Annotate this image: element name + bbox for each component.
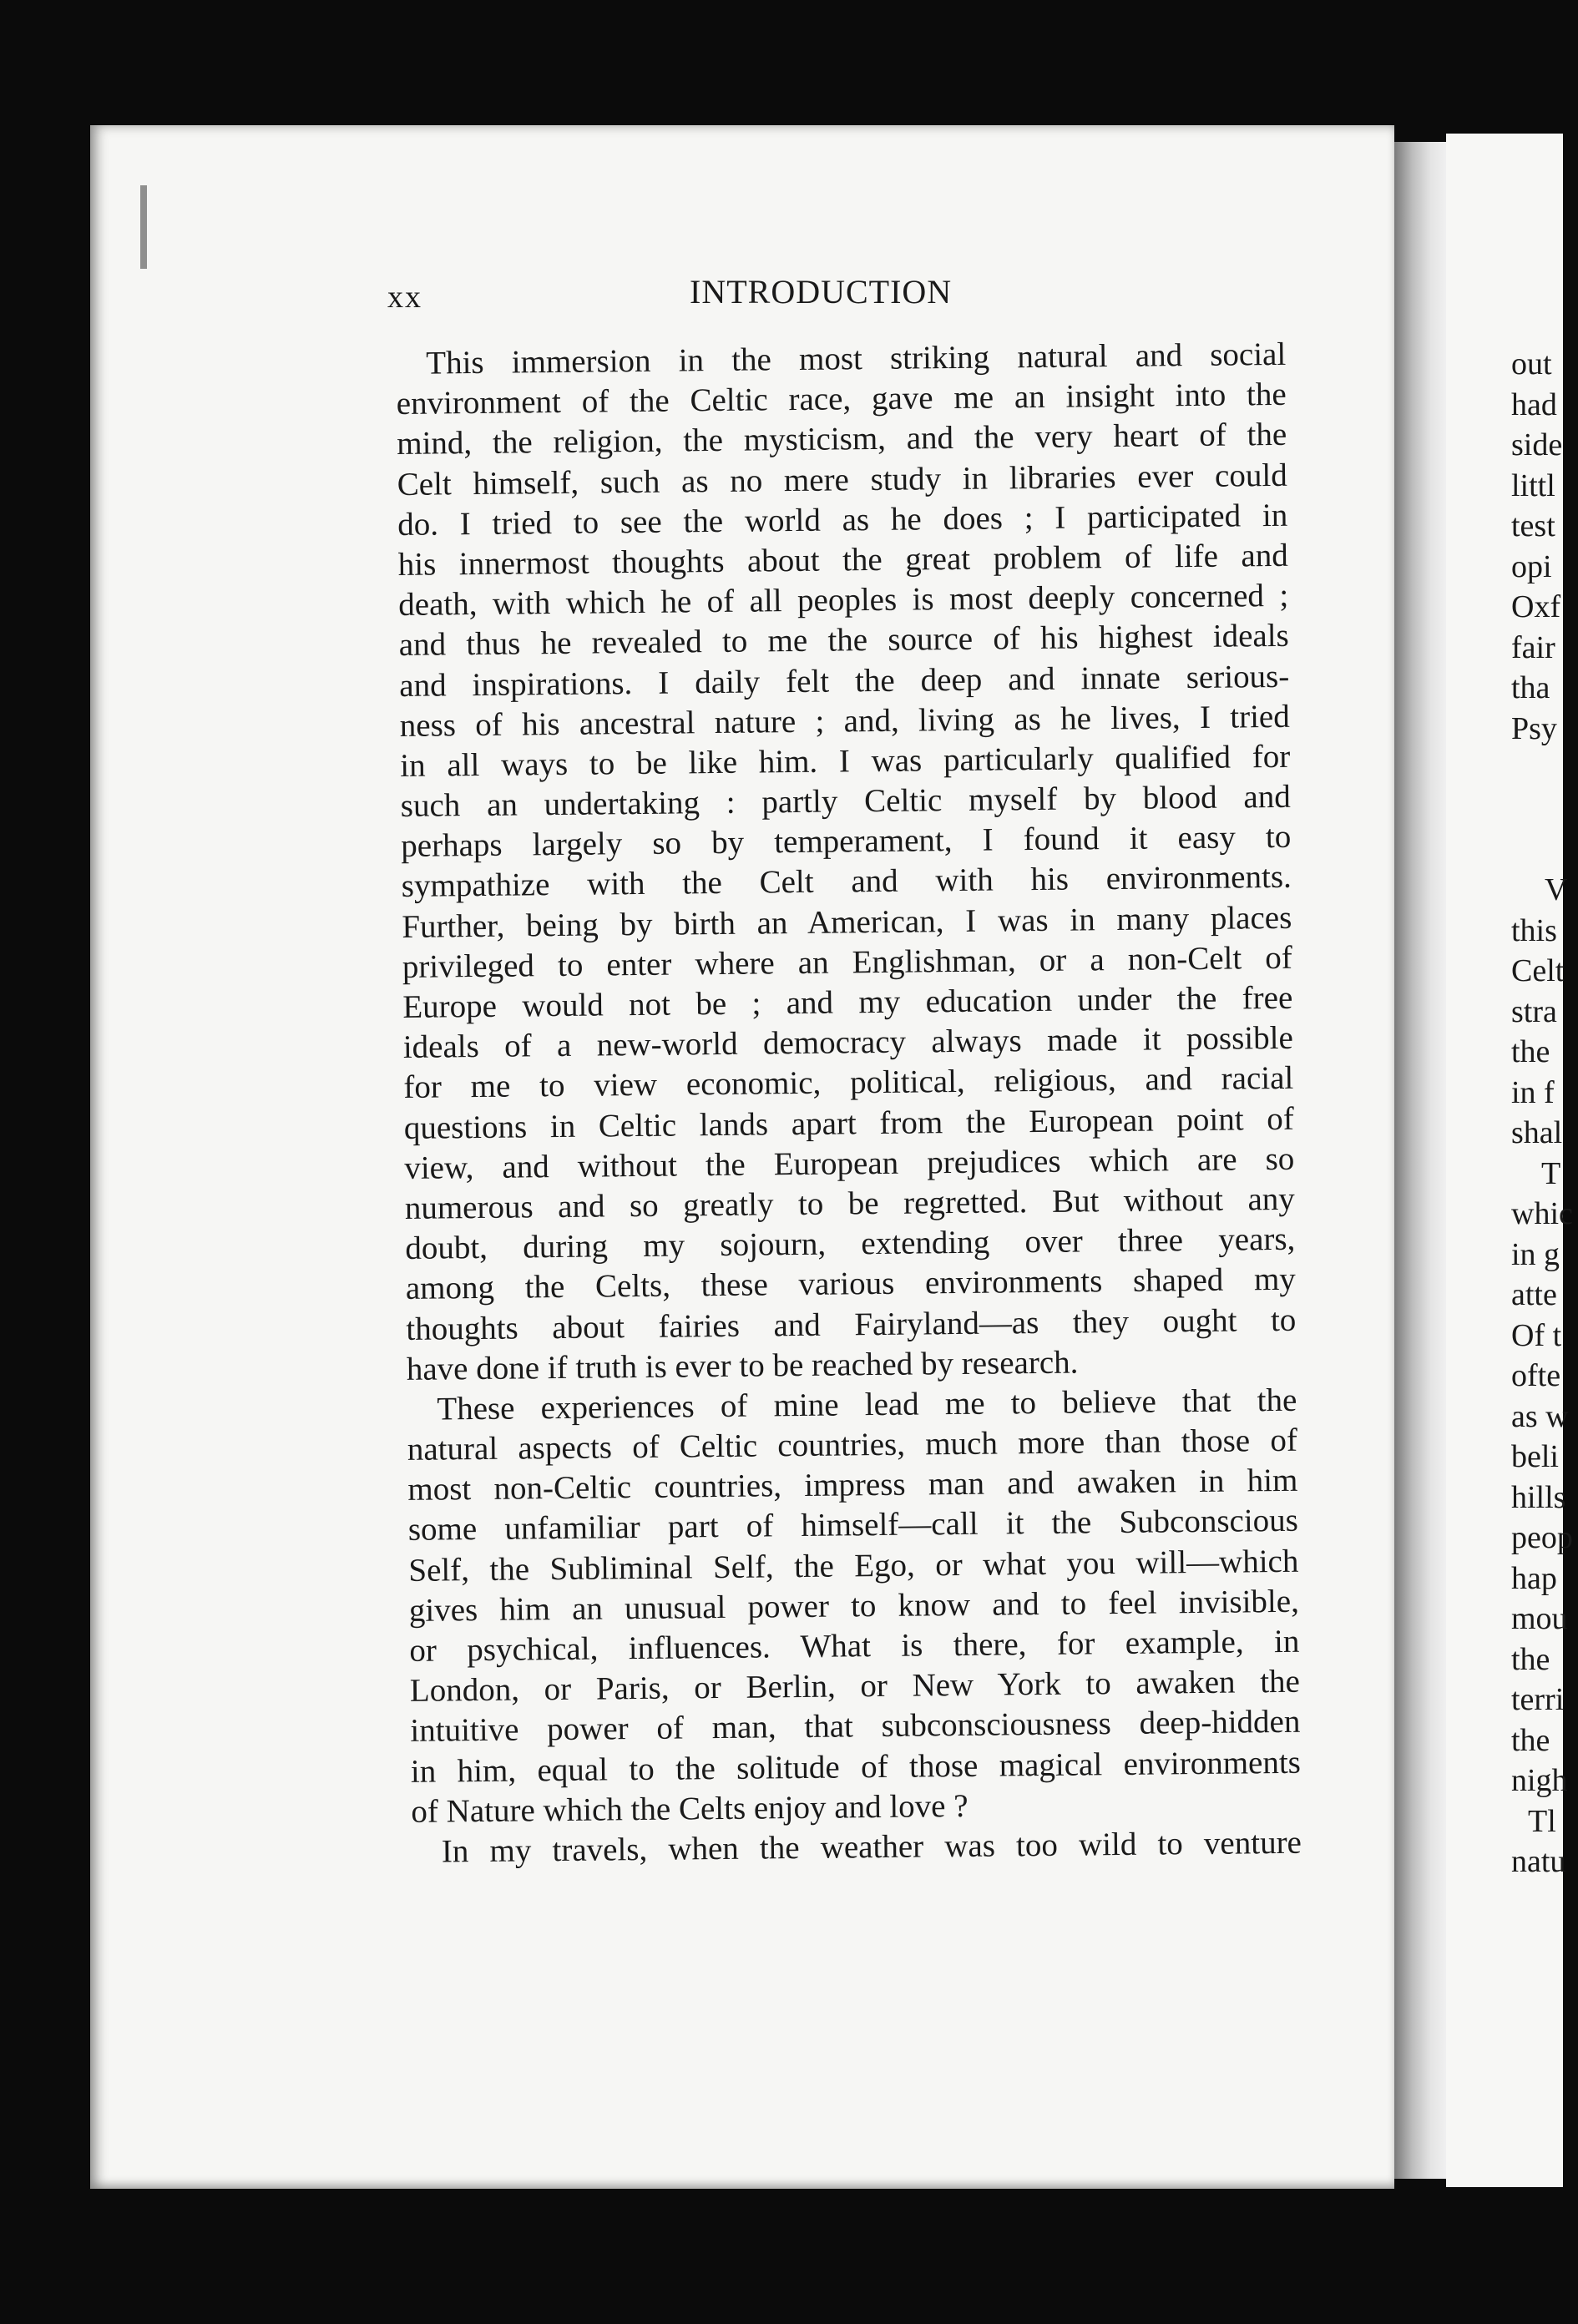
text-line: such an undertaking : partly Celtic myself by blood and (400, 778, 1291, 825)
right-line: the (1511, 1034, 1550, 1069)
right-line: terri (1511, 1682, 1565, 1717)
running-title: INTRODUCTION (690, 273, 953, 311)
text-line: and inspirations. I daily felt the deep and innate serious- (399, 658, 1290, 704)
text-line: or psychical, influences. What is there, for example, in (409, 1623, 1300, 1669)
right-line: hills (1511, 1479, 1566, 1515)
book-gutter (1394, 142, 1446, 2179)
right-line: tha (1511, 670, 1550, 705)
right-line: nigh (1511, 1763, 1568, 1798)
right-line: as w (1511, 1398, 1569, 1434)
text-line: for me to view economic, political, religious, and racial (403, 1060, 1294, 1106)
text-line: natural aspects of Celtic countries, much more than those of (407, 1422, 1298, 1468)
text-line: These experiences of mine lead me to believe that the (437, 1382, 1297, 1427)
right-line: natu (1511, 1844, 1566, 1879)
text-line: London, or Paris, or Berlin, or New York to awaken the (409, 1663, 1301, 1710)
text-line: gives him an unusual power to know and to feel invisible, (408, 1583, 1300, 1629)
right-line: shal (1511, 1115, 1563, 1150)
text-line: some unfamiliar part of himself—call it the Subconscious (407, 1503, 1299, 1548)
right-line: in g (1511, 1236, 1560, 1272)
text-line: among the Celts, these various environments shaped my (405, 1261, 1297, 1307)
text-line: Europe would not be ; and my education under the free (402, 979, 1293, 1025)
text-line: privileged to enter where an Englishman, or a non-Celt of (402, 939, 1292, 985)
text-line: mind, the religion, the mysticism, and the very heart of the (397, 417, 1287, 462)
right-line: beli (1511, 1439, 1559, 1474)
right-line: peop (1511, 1520, 1573, 1555)
text-line: intuitive power of man, that subconsciousness deep-hidden (410, 1704, 1301, 1750)
right-line: whic (1511, 1196, 1573, 1231)
right-line: had (1511, 386, 1557, 422)
section-gap (1511, 749, 1578, 870)
text-line: ness of his ancestral nature ; and, living as he lives, I tried (399, 698, 1290, 744)
text-line: sympathize with the Celt and with his environments. (401, 859, 1292, 905)
text-line: do. I tried to see the world as he does ; I participated in (397, 497, 1288, 543)
text-line: numerous and so greatly to be regretted. But without any (404, 1180, 1296, 1226)
text-line: environment of the Celtic race, gave me an insight into the (396, 376, 1287, 422)
right-line: V (1545, 872, 1568, 907)
text-line: doubt, during my sojourn, extending over three years, (405, 1220, 1296, 1267)
right-line: this (1511, 912, 1557, 948)
text-line: In my travels, when the weather was too wild to venture (441, 1824, 1302, 1870)
text-line: ideals of a new-world democracy always made it possible (402, 1019, 1293, 1066)
text-line: Further, being by birth an American, I was in many places (402, 899, 1292, 945)
text-line: perhaps largely so by temperament, I found it easy to (401, 819, 1292, 865)
body-text (396, 335, 1302, 1872)
right-line: Oxf (1511, 589, 1561, 624)
right-line: in f (1511, 1074, 1555, 1110)
text-line: and thus he revealed to me the source of his highest ideals (398, 618, 1289, 664)
text-line: in him, equal to the solitude of those magical environments (410, 1744, 1302, 1790)
right-line: out (1511, 346, 1552, 381)
right-line: the (1511, 1641, 1550, 1677)
right-line: stra (1511, 993, 1557, 1029)
right-line: the (1511, 1722, 1550, 1758)
right-page-text (1511, 344, 1578, 1882)
text-line: most non-Celtic countries, impress man and awaken in him (407, 1463, 1298, 1508)
right-line: hap (1511, 1560, 1557, 1596)
text-line: questions in Celtic lands apart from the European point of (403, 1100, 1295, 1146)
right-line: atte (1511, 1277, 1557, 1312)
right-line: Psy (1511, 710, 1557, 746)
right-line: littl (1511, 467, 1555, 503)
text-line: thoughts about fairies and Fairyland—as they ought to (406, 1301, 1297, 1347)
text-line: view, and without the European prejudices which are so (404, 1140, 1295, 1186)
right-line: side (1511, 427, 1563, 462)
text-line: his innermost thoughts about the great problem of life and (397, 537, 1288, 583)
text-line: This immersion in the most striking natural and social (426, 336, 1287, 381)
right-line: Celt (1511, 953, 1565, 988)
right-line: fair (1511, 629, 1555, 665)
right-line: Tl (1528, 1803, 1556, 1839)
text-line: Self, the Subliminal Self, the Ego, or what you will—which (408, 1543, 1299, 1589)
right-line: mou (1511, 1601, 1568, 1636)
right-line: opi (1511, 548, 1552, 584)
text-line: of Nature which the Celts enjoy and love ? (411, 1787, 969, 1830)
page-number: xx (387, 280, 422, 315)
right-line: test (1511, 508, 1555, 543)
right-line: ofte (1511, 1358, 1561, 1393)
text-line: in all ways to be like him. I was particularly qualified for (400, 738, 1291, 784)
right-line: Of t (1511, 1317, 1562, 1353)
text-line: have done if truth is ever to be reached by research. (406, 1344, 1079, 1387)
text-line: Celt himself, such as no mere study in libraries ever could (397, 457, 1287, 503)
page-edge-mark (140, 185, 147, 269)
text-line: death, with which he of all peoples is most deeply concerned ; (398, 577, 1289, 624)
right-line: T (1541, 1155, 1561, 1191)
